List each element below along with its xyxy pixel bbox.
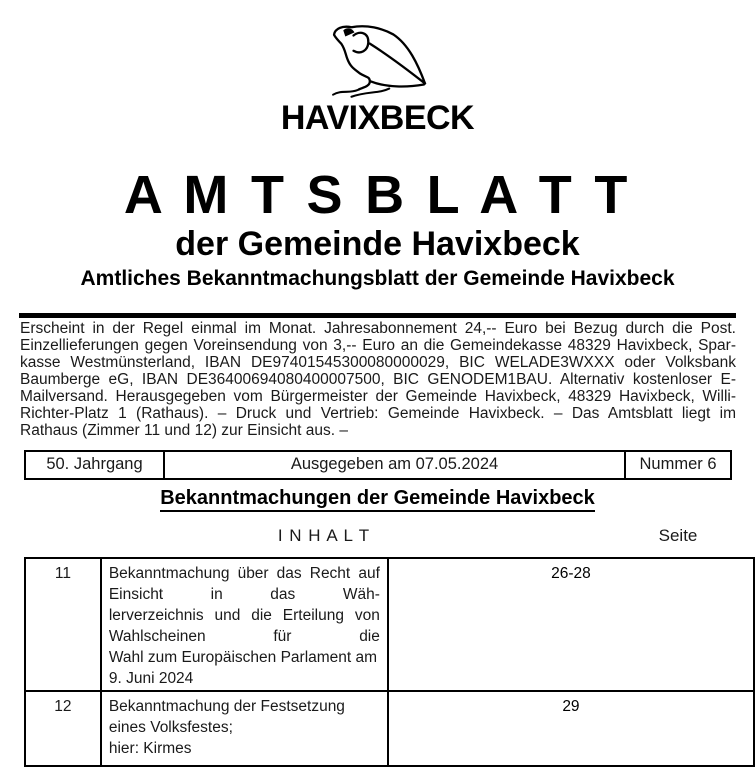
- imprint-line: kasse Westmünsterland, IBAN DE97401545300080000029, BIC WELADE3WXXX oder Volksbank: [20, 354, 736, 371]
- toc-pages-cell: 29: [388, 691, 754, 766]
- toc-header-row: [24, 526, 731, 546]
- volume-cell: 50. Jahrgang: [25, 451, 164, 479]
- imprint-line: Mailversand. Herausgegeben vom Bürgermeister der Gemeinde Havixbeck, 48329 Havixbeck, Willi-: [20, 388, 736, 405]
- imprint-paragraph: [20, 320, 736, 439]
- imprint-line: Rathaus (Zimmer 11 und 12) zur Einsicht aus. –: [20, 422, 348, 439]
- municipality-logo: [0, 24, 755, 135]
- toc-title-line: hier: Kirmes: [108, 740, 192, 757]
- imprint-line: Baumberge eG, IBAN DE36400694080400007500, BIC GENODEM1BAU. Alternativ kostenloser E-: [20, 371, 736, 388]
- toc-title-line: Bekanntmachung über das Recht auf Einsicht in das Wäh-: [108, 565, 380, 603]
- toc-row: [25, 558, 754, 691]
- toc-title-cell: [101, 558, 388, 691]
- toc-pages-cell: 26-28: [388, 558, 754, 691]
- toc-table: [24, 557, 755, 767]
- logo-wordmark: HAVIXBECK: [280, 99, 475, 137]
- section-heading: Bekanntmachungen der Gemeinde Havixbeck: [0, 487, 755, 510]
- toc-title-cell: [101, 691, 388, 766]
- divider-rule: [19, 313, 736, 318]
- page-column-label: Seite: [658, 526, 698, 545]
- gazette-title: A M T S B L A T T: [123, 165, 632, 225]
- toc-label: I N H A L T: [277, 526, 371, 545]
- toc-number-cell: 11: [25, 558, 101, 691]
- toc-row: [25, 691, 754, 766]
- imprint-line: Richter-Platz 1 (Rathaus). – Druck und Vertrieb: Gemeinde Havixbeck. – Das Amtsblatt liegt im: [20, 405, 736, 422]
- gazette-tagline: Amtliches Bekanntmachungsblatt der Gemeinde Havixbeck: [80, 267, 675, 290]
- toc-number-cell: 12: [25, 691, 101, 766]
- issue-info-table: [24, 450, 732, 480]
- falcon-icon: [330, 24, 426, 99]
- toc-title-line: lerverzeichnis und die Erteilung von Wahlscheinen für die: [108, 607, 380, 645]
- issue-info-row: [25, 451, 731, 479]
- masthead: [0, 166, 755, 290]
- gazette-subtitle: der Gemeinde Havixbeck: [175, 225, 580, 264]
- issue-date-cell: Ausgegeben am 07.05.2024: [164, 451, 625, 479]
- issue-number-cell: Nummer 6: [625, 451, 731, 479]
- imprint-line: Einzellieferungen gegen Voreinsendung von 3,-- Euro an die Gemeindekasse 48329 Havixbeck, Spar-: [20, 337, 736, 354]
- toc-title-line: Wahl zum Europäischen Parlament am 9. Juni 2024: [108, 649, 378, 687]
- toc-title-line: Bekanntmachung der Festsetzung eines Volksfestes;: [108, 698, 345, 736]
- imprint-line: Erscheint in der Regel einmal im Monat. Jahresabonnement 24,-- Euro bei Bezug durch die Post.: [20, 320, 736, 337]
